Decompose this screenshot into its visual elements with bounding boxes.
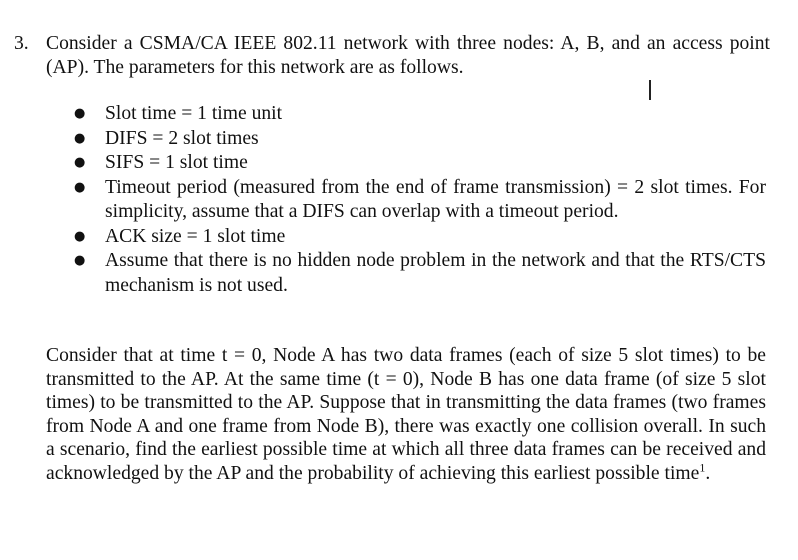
scenario-text: Consider that at time t = 0, Node A has two data frames (each of size 5 slot times) to be transmitted to the AP. At the same time (t = 0), Node B has one data frame (of size 5 slot times) to be transmitted to the AP. Suppose that in transmitting the data frames (two frames from Node A and one frame from Node B), there was exactly one collision overall. In such a scenario, find the earliest possible time at which all three data frames can be received and acknowledged by the AP and the probability of achieving this earliest possible time [46,345,766,484]
scenario-paragraph [46,344,766,486]
bullet-icon: ● [74,130,86,146]
bullet-icon: ● [74,155,86,170]
question-intro-text: Consider a CSMA/CA IEEE 802.11 network with three nodes: A, B, and an access point (AP). The parameters for this network are as follows. [46,33,770,78]
text-cursor [649,80,651,100]
parameter-text: DIFS = 2 slot times [105,127,259,149]
parameter-text: SIFS = 1 slot time [105,152,248,173]
parameter-item [74,249,766,298]
parameter-list [74,102,766,298]
parameter-text: Slot time = 1 time unit [105,103,283,124]
question-number: 3. [14,33,29,54]
bullet-icon: ● [74,228,86,244]
question-block [14,32,770,80]
bullet-icon: ● [74,106,86,121]
parameter-text: Assume that there is no hidden node problem in the network and that the RTS/CTS mechanism is not used. [105,250,766,296]
parameter-item [74,176,766,225]
footnote-marker[interactable]: 1 [699,460,706,475]
parameter-item [74,102,766,127]
bullet-icon: ● [74,179,86,195]
parameter-text: ACK size = 1 slot time [105,225,286,247]
end-punctuation: . [705,462,711,484]
parameter-item [74,127,766,152]
question-intro [14,32,770,80]
parameter-item [74,151,766,176]
parameter-item [74,225,766,250]
bullet-icon: ● [74,253,86,268]
parameter-text: Timeout period (measured from the end of frame transmission) = 2 slot times. For simplicity, assume that a DIFS can overlap with a timeout period. [105,176,766,222]
